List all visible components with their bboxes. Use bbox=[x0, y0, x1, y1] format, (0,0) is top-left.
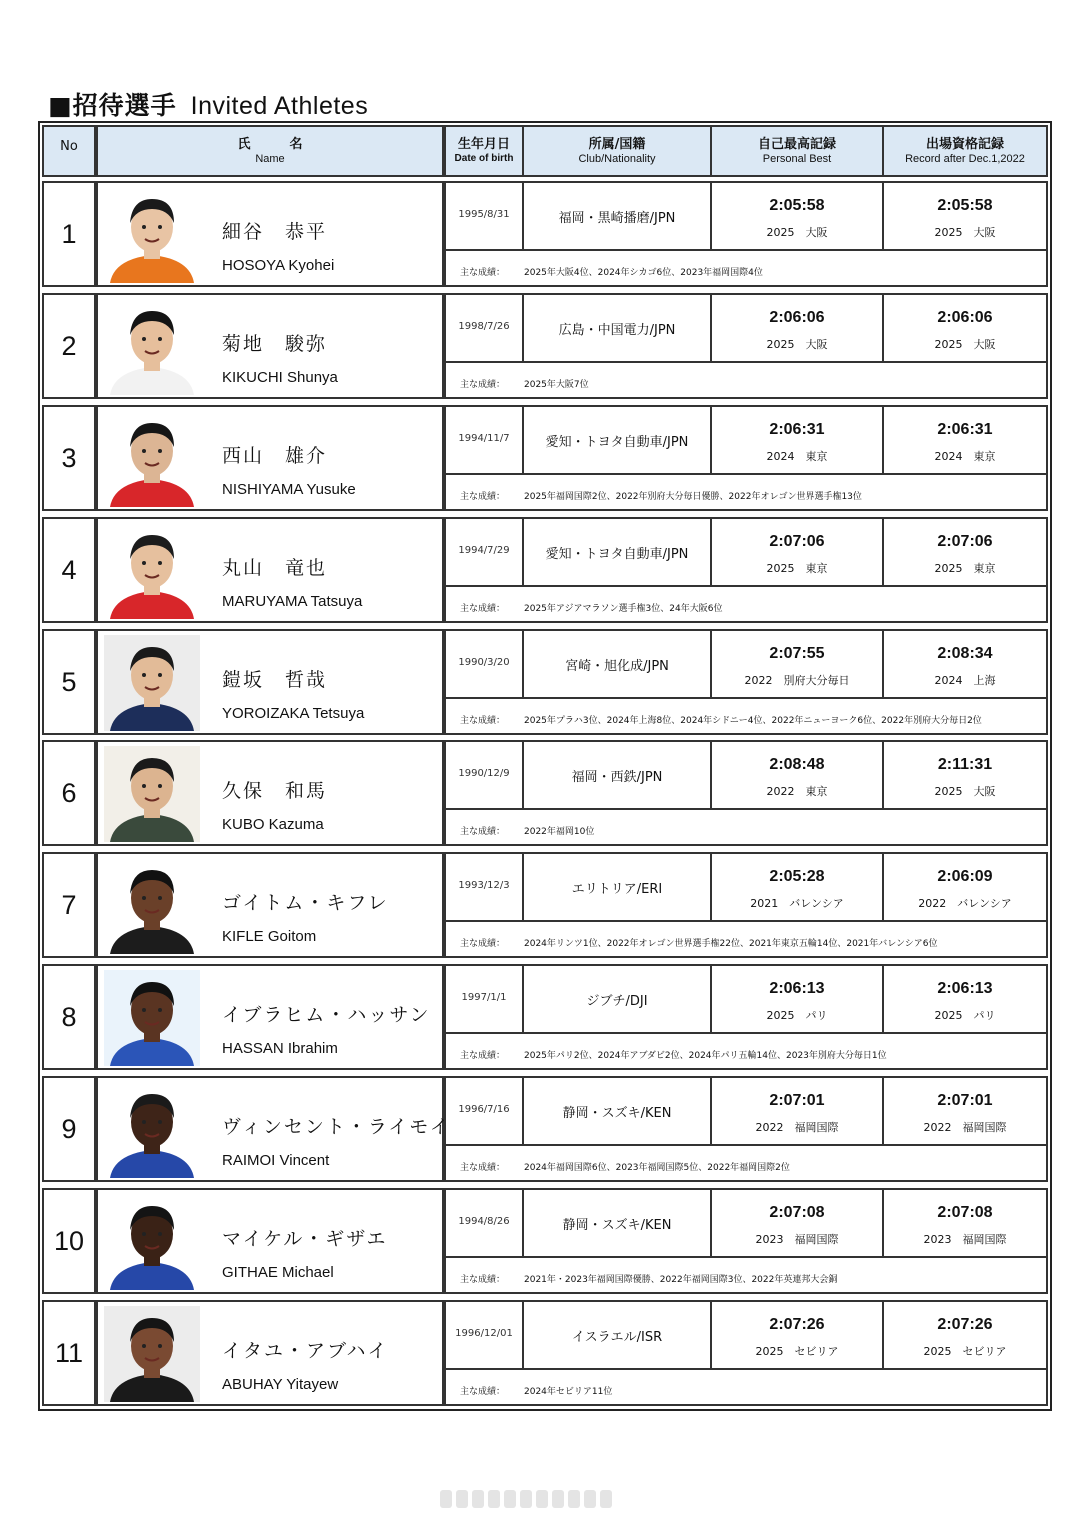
athlete-club: 福岡・黒崎播磨/JPN bbox=[522, 181, 712, 251]
pb-race: 2025 セビリア bbox=[755, 1345, 839, 1358]
athlete-name-en: GITHAE Michael bbox=[222, 1264, 334, 1281]
athlete-club: 福岡・西鉄/JPN bbox=[522, 740, 712, 810]
header-pb bbox=[710, 125, 884, 177]
athlete-dob: 1994/11/7 bbox=[444, 405, 524, 475]
athlete-name-jp: ヴィンセント・ライモイ bbox=[222, 1116, 451, 1138]
pb-time: 2:07:26 bbox=[769, 1316, 825, 1333]
page-watermark bbox=[440, 1490, 640, 1516]
table-row bbox=[42, 1076, 1048, 1182]
qr-time: 2:06:13 bbox=[937, 980, 993, 997]
pb-race: 2025 パリ bbox=[766, 1009, 828, 1022]
athlete-name-en: KIFLE Goitom bbox=[222, 928, 317, 945]
header-name bbox=[96, 125, 444, 177]
athlete-name-en: RAIMOI Vincent bbox=[222, 1152, 330, 1169]
achievements-text: 2024年セビリア11位 bbox=[524, 1387, 613, 1397]
athlete-name-jp: 西山 雄介 bbox=[222, 445, 328, 467]
athlete-achievements bbox=[444, 1256, 1048, 1294]
header-name-en: Name bbox=[255, 153, 285, 166]
header-no bbox=[42, 125, 96, 177]
achievements-label: 主な成績： bbox=[460, 492, 506, 502]
table-row bbox=[42, 1300, 1048, 1406]
qr-race: 2025 大阪 bbox=[934, 785, 996, 798]
athlete-personal-best bbox=[710, 1188, 884, 1258]
table-row bbox=[42, 1188, 1048, 1294]
athlete-number: 11 bbox=[42, 1300, 96, 1406]
table-row bbox=[42, 629, 1048, 735]
table-header bbox=[42, 125, 1048, 177]
athlete-name-cell bbox=[96, 852, 444, 958]
pb-time: 2:07:55 bbox=[769, 645, 825, 662]
athlete-photo bbox=[104, 187, 200, 283]
pb-race: 2021 バレンシア bbox=[750, 897, 844, 910]
athlete-number: 7 bbox=[42, 852, 96, 958]
athlete-dob: 1996/7/16 bbox=[444, 1076, 524, 1146]
athlete-club: ジブチ/DJI bbox=[522, 964, 712, 1034]
header-club-en: Club/Nationality bbox=[578, 153, 656, 166]
athlete-dob: 1995/8/31 bbox=[444, 181, 524, 251]
athlete-name-cell bbox=[96, 1188, 444, 1294]
athlete-number: 8 bbox=[42, 964, 96, 1070]
achievements-label: 主な成績： bbox=[460, 827, 506, 837]
pb-race: 2022 別府大分毎日 bbox=[744, 674, 850, 687]
qr-time: 2:06:09 bbox=[937, 868, 993, 885]
qr-race: 2023 福岡国際 bbox=[923, 1233, 1007, 1246]
athlete-club: 愛知・トヨタ自動車/JPN bbox=[522, 405, 712, 475]
athlete-qualifying-record bbox=[882, 1076, 1048, 1146]
pb-time: 2:06:13 bbox=[769, 980, 825, 997]
athlete-name-jp: 細谷 恭平 bbox=[222, 221, 328, 243]
athlete-personal-best bbox=[710, 293, 884, 363]
achievements-label: 主な成績： bbox=[460, 1163, 506, 1173]
pb-race: 2023 福岡国際 bbox=[755, 1233, 839, 1246]
athlete-achievements bbox=[444, 249, 1048, 287]
athlete-personal-best bbox=[710, 181, 884, 251]
pb-race: 2025 大阪 bbox=[766, 226, 828, 239]
athlete-name-cell bbox=[96, 629, 444, 735]
header-qualifying bbox=[882, 125, 1048, 177]
athlete-photo bbox=[104, 523, 200, 619]
header-qr-en: Record after Dec.1,2022 bbox=[905, 153, 1025, 166]
header-dob-jp: 生年月日 bbox=[457, 137, 510, 152]
athlete-name-en: HASSAN Ibrahim bbox=[222, 1040, 338, 1057]
achievements-text: 2025年福岡国際2位、2022年別府大分毎日優勝、2022年オレゴン世界選手権13位 bbox=[524, 492, 862, 502]
athlete-name-jp: 菊地 駿弥 bbox=[222, 333, 328, 355]
athlete-name-jp: 久保 和馬 bbox=[222, 780, 328, 802]
athlete-name-jp: ゴイトム・キフレ bbox=[222, 892, 389, 914]
qr-race: 2022 福岡国際 bbox=[923, 1121, 1007, 1134]
athlete-photo bbox=[104, 858, 200, 954]
title-jp: 招待選手 bbox=[72, 91, 177, 120]
qr-race: 2025 東京 bbox=[934, 562, 996, 575]
athlete-club: 静岡・スズキ/KEN bbox=[522, 1076, 712, 1146]
athlete-dob: 1998/7/26 bbox=[444, 293, 524, 363]
athlete-photo bbox=[104, 1082, 200, 1178]
athlete-name-en: KIKUCHI Shunya bbox=[222, 369, 338, 386]
athlete-achievements bbox=[444, 920, 1048, 958]
athlete-number: 6 bbox=[42, 740, 96, 846]
athlete-achievements bbox=[444, 1144, 1048, 1182]
pb-race: 2022 福岡国際 bbox=[755, 1121, 839, 1134]
header-pb-en: Personal Best bbox=[762, 153, 832, 166]
athlete-name-cell bbox=[96, 293, 444, 399]
qr-time: 2:11:31 bbox=[937, 756, 993, 773]
athlete-personal-best bbox=[710, 1076, 884, 1146]
athlete-dob: 1990/12/9 bbox=[444, 740, 524, 810]
header-dob bbox=[444, 125, 524, 177]
header-qr-jp: 出場資格記録 bbox=[925, 137, 1004, 152]
achievements-text: 2025年アジアマラソン選手権3位、24年大阪6位 bbox=[524, 604, 723, 614]
pb-race: 2024 東京 bbox=[766, 450, 828, 463]
athlete-club: イスラエル/ISR bbox=[522, 1300, 712, 1370]
athlete-name-jp: マイケル・ギザエ bbox=[222, 1228, 388, 1250]
athlete-personal-best bbox=[710, 852, 884, 922]
athlete-dob: 1997/1/1 bbox=[444, 964, 524, 1034]
athlete-name-cell bbox=[96, 1300, 444, 1406]
title-en: Invited Athletes bbox=[190, 92, 369, 120]
header-dob-en: Date of birth bbox=[454, 153, 514, 165]
table-row bbox=[42, 405, 1048, 511]
athlete-qualifying-record bbox=[882, 852, 1048, 922]
achievements-label: 主な成績： bbox=[460, 1275, 506, 1285]
pb-time: 2:07:01 bbox=[769, 1092, 825, 1109]
header-no-label: No bbox=[60, 139, 78, 154]
title-square-icon: ■ bbox=[48, 91, 73, 120]
qr-race: 2025 大阪 bbox=[934, 338, 996, 351]
athlete-qualifying-record bbox=[882, 293, 1048, 363]
achievements-text: 2025年大阪7位 bbox=[524, 380, 589, 390]
table-row bbox=[42, 740, 1048, 846]
achievements-text: 2022年福岡10位 bbox=[524, 827, 595, 837]
athlete-club: 愛知・トヨタ自動車/JPN bbox=[522, 517, 712, 587]
athlete-achievements bbox=[444, 585, 1048, 623]
athlete-photo bbox=[104, 299, 200, 395]
athlete-name-cell bbox=[96, 405, 444, 511]
achievements-label: 主な成績： bbox=[460, 1387, 506, 1397]
athlete-dob: 1996/12/01 bbox=[444, 1300, 524, 1370]
athlete-qualifying-record bbox=[882, 181, 1048, 251]
achievements-label: 主な成績： bbox=[460, 939, 506, 949]
qr-race: 2024 東京 bbox=[934, 450, 996, 463]
pb-race: 2025 大阪 bbox=[766, 338, 828, 351]
header-name-jp: 氏 名 bbox=[237, 137, 303, 152]
achievements-label: 主な成績： bbox=[460, 716, 506, 726]
qr-race: 2025 セビリア bbox=[923, 1345, 1007, 1358]
athlete-personal-best bbox=[710, 405, 884, 475]
athlete-name-en: HOSOYA Kyohei bbox=[222, 257, 335, 274]
athlete-club: 宮崎・旭化成/JPN bbox=[522, 629, 712, 699]
pb-time: 2:06:06 bbox=[769, 309, 825, 326]
athlete-dob: 1993/12/3 bbox=[444, 852, 524, 922]
athlete-personal-best bbox=[710, 964, 884, 1034]
athlete-achievements bbox=[444, 361, 1048, 399]
qr-time: 2:05:58 bbox=[937, 197, 993, 214]
header-pb-jp: 自己最高記録 bbox=[757, 137, 836, 152]
athlete-name-cell bbox=[96, 740, 444, 846]
athlete-number: 5 bbox=[42, 629, 96, 735]
table-row bbox=[42, 181, 1048, 287]
athlete-qualifying-record bbox=[882, 405, 1048, 475]
athlete-number: 9 bbox=[42, 1076, 96, 1182]
pb-time: 2:08:48 bbox=[769, 756, 825, 773]
athlete-dob: 1990/3/20 bbox=[444, 629, 524, 699]
athlete-achievements bbox=[444, 1368, 1048, 1406]
pb-time: 2:06:31 bbox=[769, 421, 825, 438]
athlete-dob: 1994/7/29 bbox=[444, 517, 524, 587]
achievements-text: 2025年パリ2位、2024年アブダビ2位、2024年パリ五輪14位、2023年別府大分毎日1位 bbox=[524, 1051, 887, 1061]
achievements-label: 主な成績： bbox=[460, 268, 506, 278]
athlete-photo bbox=[104, 411, 200, 507]
athlete-qualifying-record bbox=[882, 740, 1048, 810]
qr-race: 2022 バレンシア bbox=[918, 897, 1012, 910]
achievements-text: 2024年リンツ1位、2022年オレゴン世界選手権22位、2021年東京五輪14位、2021年バレンシア6位 bbox=[524, 939, 938, 949]
qr-race: 2025 パリ bbox=[934, 1009, 996, 1022]
athlete-personal-best bbox=[710, 740, 884, 810]
table-row bbox=[42, 964, 1048, 1070]
athlete-photo bbox=[104, 1306, 200, 1402]
athlete-name-en: ABUHAY Yitayew bbox=[222, 1376, 339, 1393]
athlete-name-jp: イタユ・アブハイ bbox=[222, 1340, 389, 1362]
athlete-photo bbox=[104, 1194, 200, 1290]
qr-time: 2:06:06 bbox=[937, 309, 993, 326]
athlete-personal-best bbox=[710, 517, 884, 587]
athlete-photo bbox=[104, 746, 200, 842]
athlete-club: エリトリア/ERI bbox=[522, 852, 712, 922]
qr-time: 2:07:26 bbox=[937, 1316, 993, 1333]
athlete-name-en: NISHIYAMA Yusuke bbox=[222, 481, 356, 498]
qr-time: 2:07:01 bbox=[937, 1092, 993, 1109]
athlete-name-cell bbox=[96, 181, 444, 287]
athlete-club: 広島・中国電力/JPN bbox=[522, 293, 712, 363]
qr-race: 2024 上海 bbox=[934, 674, 996, 687]
header-club-jp: 所属/国籍 bbox=[588, 137, 646, 152]
pb-time: 2:05:28 bbox=[769, 868, 825, 885]
athlete-name-jp: 鎧坂 哲哉 bbox=[222, 669, 328, 691]
achievements-label: 主な成績： bbox=[460, 604, 506, 614]
achievements-label: 主な成績： bbox=[460, 1051, 506, 1061]
athlete-photo bbox=[104, 970, 200, 1066]
athlete-achievements bbox=[444, 697, 1048, 735]
pb-time: 2:05:58 bbox=[769, 197, 825, 214]
athlete-dob: 1994/8/26 bbox=[444, 1188, 524, 1258]
table-row bbox=[42, 293, 1048, 399]
athlete-name-en: KUBO Kazuma bbox=[222, 816, 324, 833]
qr-race: 2025 大阪 bbox=[934, 226, 996, 239]
qr-time: 2:07:08 bbox=[937, 1204, 993, 1221]
table-row bbox=[42, 852, 1048, 958]
pb-race: 2025 東京 bbox=[766, 562, 828, 575]
athlete-club: 静岡・スズキ/KEN bbox=[522, 1188, 712, 1258]
athlete-name-jp: イブラヒム・ハッサン bbox=[222, 1004, 431, 1026]
athlete-qualifying-record bbox=[882, 1300, 1048, 1370]
athlete-number: 1 bbox=[42, 181, 96, 287]
athlete-number: 2 bbox=[42, 293, 96, 399]
athlete-name-cell bbox=[96, 1076, 451, 1182]
athlete-achievements bbox=[444, 808, 1048, 846]
athlete-personal-best bbox=[710, 1300, 884, 1370]
athlete-qualifying-record bbox=[882, 629, 1048, 699]
athlete-name-jp: 丸山 竜也 bbox=[222, 557, 328, 579]
athlete-personal-best bbox=[710, 629, 884, 699]
athlete-name-en: MARUYAMA Tatsuya bbox=[222, 593, 363, 610]
achievements-text: 2021年・2023年福岡国際優勝、2022年福岡国際3位、2022年英連邦大会銅 bbox=[524, 1275, 838, 1285]
achievements-text: 2025年プラハ3位、2024年上海8位、2024年シドニー4位、2022年ニューヨーク6位、2022年別府大分毎日2位 bbox=[524, 716, 982, 726]
athlete-name-en: YOROIZAKA Tetsuya bbox=[222, 705, 365, 722]
athlete-number: 10 bbox=[42, 1188, 96, 1294]
pb-race: 2022 東京 bbox=[766, 785, 828, 798]
athlete-qualifying-record bbox=[882, 1188, 1048, 1258]
athlete-name-cell bbox=[96, 964, 444, 1070]
athlete-number: 3 bbox=[42, 405, 96, 511]
page-title bbox=[48, 86, 368, 122]
athlete-achievements bbox=[444, 1032, 1048, 1070]
pb-time: 2:07:06 bbox=[769, 533, 825, 550]
pb-time: 2:07:08 bbox=[769, 1204, 825, 1221]
qr-time: 2:06:31 bbox=[937, 421, 993, 438]
athlete-qualifying-record bbox=[882, 517, 1048, 587]
achievements-label: 主な成績： bbox=[460, 380, 506, 390]
achievements-text: 2024年福岡国際6位、2023年福岡国際5位、2022年福岡国際2位 bbox=[524, 1163, 790, 1173]
athlete-qualifying-record bbox=[882, 964, 1048, 1034]
athlete-photo bbox=[104, 635, 200, 731]
header-club bbox=[522, 125, 712, 177]
achievements-text: 2025年大阪4位、2024年シカゴ6位、2023年福岡国際4位 bbox=[524, 268, 763, 278]
athlete-achievements bbox=[444, 473, 1048, 511]
athlete-number: 4 bbox=[42, 517, 96, 623]
table-row bbox=[42, 517, 1048, 623]
qr-time: 2:08:34 bbox=[937, 645, 993, 662]
athlete-name-cell bbox=[96, 517, 444, 623]
qr-time: 2:07:06 bbox=[937, 533, 993, 550]
